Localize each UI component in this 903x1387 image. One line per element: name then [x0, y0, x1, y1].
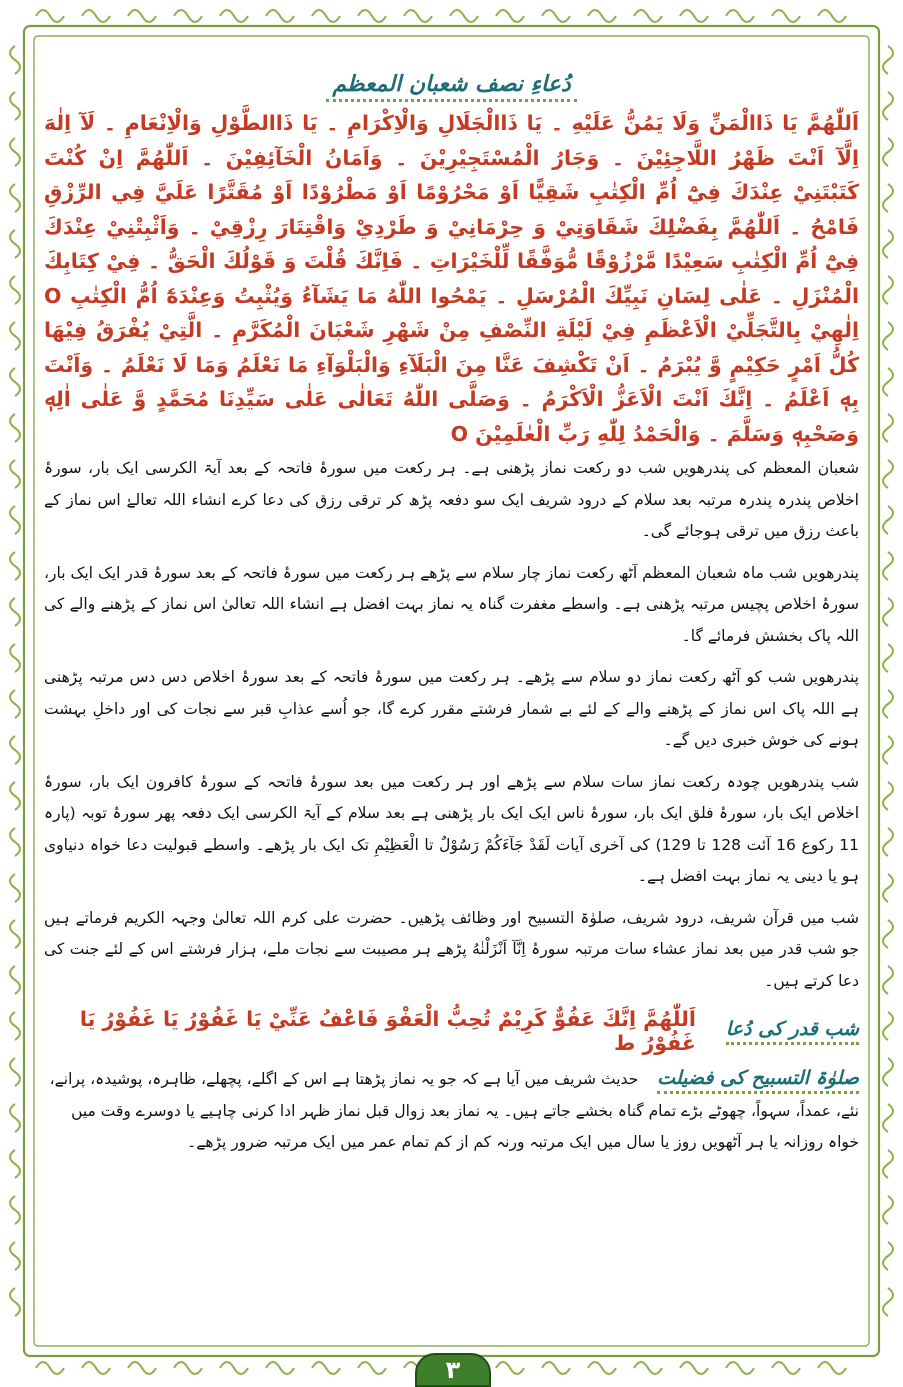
- shab-e-qadr-heading: شب قدر کی دُعا: [726, 1018, 859, 1045]
- vine-ornament: [10, 1058, 20, 1086]
- vine-ornament: [10, 920, 20, 948]
- paragraph-5: شب میں قرآن شریف، درود شریف، صلوٰۃ التسبیح اور وظائف پڑھیں۔ حضرت علی کرم اللہ تعالیٰ وجہہ الکریم فرماتے ہیں جو شب قدر میں بعد نماز عشاء سات مرتبہ سورۂ اِنَّآ اَنْزَلْنٰهُ پڑھے ہر مصیبت سے نجات ملے، ہزار فرشتے اس کے لئے جنت کی دعا کرتے ہیں۔: [44, 908, 859, 990]
- vine-ornament: [10, 1196, 20, 1224]
- vine-ornament: [883, 368, 893, 396]
- vine-ornament: [883, 1242, 893, 1270]
- vine-ornament: [680, 10, 708, 22]
- vine-ornament: [883, 552, 893, 580]
- vine-ornament: [266, 1362, 294, 1374]
- vine-ornament: [10, 782, 20, 810]
- vine-ornament: [883, 92, 893, 120]
- vine-ornament: [128, 1362, 156, 1374]
- vine-ornament: [680, 1362, 708, 1374]
- vine-ornament: [588, 10, 616, 22]
- vine-ornament: [634, 10, 662, 22]
- vine-ornament: [883, 46, 893, 74]
- vine-ornament: [10, 322, 20, 350]
- vine-ornament: [10, 230, 20, 258]
- vine-ornament: [82, 10, 110, 22]
- paragraph-1: شعبان المعظم کی پندرھویں شب دو رکعت نماز پڑھنی ہے۔ ہر رکعت میں سورۂ فاتحہ کے بعد آیۃ الکرسی ایک بار، سورۂ اخلاص پندرہ پندرہ مرتبہ بعد سلام کے درود شریف ایک سو دفعہ پڑھ کر ترقی رزق کی دعا کرے انشاء اللہ تعالےٰ اس نماز کے باعث رزق میں ترقی ہوجائے گی۔: [44, 459, 859, 540]
- vine-ornament: [10, 828, 20, 856]
- vine-ornament: [10, 460, 20, 488]
- vine-ornament: [10, 414, 20, 442]
- vine-ornament: [883, 506, 893, 534]
- vine-ornament: [10, 1150, 20, 1178]
- shab-e-qadr-dua: اَللّٰهُمَّ اِنَّكَ عَفُوٌّ كَرِيْمٌ تُحِبُّ الْعَفْوَ فَاعْفُ عَنِّيْ يَا غَفُوْرُ يَا غَفُوْرُ يَا غَفُوْرُ ط: [79, 1007, 696, 1055]
- vine-ornament: [358, 10, 386, 22]
- vine-ornament: [726, 10, 754, 22]
- paragraph-3: پندرھویں شب کو آٹھ رکعت نماز دو سلام سے پڑھے۔ ہر رکعت میں سورۂ فاتحہ کے بعد سورۂ اخلاص دس دس مرتبہ پڑھنی ہے اللہ پاک اس نماز کے پڑھنے والے کے لئے بے شمار فرشتے مقرر کرے گا، جو اُسے عذابِ قبر سے نجات کی اور داخلِ بہشت ہونے کی خوش خبری دیں گے۔: [44, 668, 859, 749]
- vine-ornament: [772, 1362, 800, 1374]
- shab-e-qadr-row: [44, 1007, 859, 1055]
- vine-ornament: [10, 874, 20, 902]
- vine-ornament: [883, 1104, 893, 1132]
- salat-tasbih-body: حدیث شریف میں آیا ہے کہ جو یہ نماز پڑھتا ہے اس کے اگلے، پچھلے، ظاہرہ، پوشیدہ، پرانے، نئے، عمداً، سہواً، چھوٹے بڑے تمام گناہ بخشے جاتے ہیں۔ یہ نماز بعد زوال قبل نماز ظہر ادا کرنی چاہیے یا دوسرے وقت میں خواہ روزانہ یا ہر آٹھویں روز یا سال میں ایک مرتبہ ورنہ کم از کم تمام عمر میں ایک مرتبہ ضرور پڑھے۔: [49, 1070, 859, 1151]
- vine-ornament: [220, 10, 248, 22]
- vine-ornament: [358, 1362, 386, 1374]
- vine-ornament: [883, 230, 893, 258]
- vine-ornament: [10, 184, 20, 212]
- dua-text: اَللّٰهُمَّ يَا ذَاالْمَنِّ وَلَا يَمُنُّ عَلَيْهِ ۔ يَا ذَاالْجَلَالِ وَالْاِكْرَامِ ۔ يَا ذَاالطَّوْلِ وَالْاِنْعَامِ ۔ لَآ اِلٰهَ اِلَّآ اَنْتَ ظَهْرُ اللَّاجِئِيْنَ ۔ وَجَارُ الْمُسْتَجِيْرِيْنَ ۔ وَاَمَانُ الْخَآئِفِيْنَ ۔ اَللّٰهُمَّ اِنْ كُنْتَ كَتَبْتَنِيْ عِنْدَكَ فِيْٓ اُمِّ الْكِتٰبِ شَقِيًّا اَوْ مَحْرُوْمًا اَوْ مَطْرُوْدًا اَوْ مُقَتَّرًا عَلَيَّ فِي الرِّزْقِ فَامْحُ ۔ اَللّٰهُمَّ بِفَضْلِكَ شَقَاوَتِيْ وَ حِرْمَانِيْ وَ طَرْدِيْ وَاقْتِتَارَ رِزْقِيْ ۔ وَاَثْبِتْنِيْ عِنْدَكَ فِيْٓ اُمِّ الْكِتٰبِ سَعِيْدًا مَّرْزُوْقًا مُّوَفَّقًا لِّلْخَيْرَاتِ ۔ فَاِنَّكَ قُلْتَ وَ قَوْلُكَ الْحَقُّ ۔ فِيْ كِتَابِكَ الْمُنْزَلِ ۔ عَلٰى لِسَانِ نَبِيِّكَ الْمُرْسَلِ ۔ يَمْحُوا اللّٰهُ مَا يَشَآءُ وَيُثْبِتُ وَعِنْدَهٗٓ اُمُّ الْكِتٰبِ O اِلٰهِيْ بِالتَّجَلِّيْ الْاَعْظَمِ فِيْ لَيْلَةِ النِّصْفِ مِنْ شَهْرِ شَعْبَانَ الْمُكَرَّمِ ۔ الَّتِيْ يُفْرَقُ فِيْهَا كُلُّ اَمْرٍ حَكِيْمٍ وَّ يُبْرَمُ ۔ اَنْ تَكْشِفَ عَنَّا مِنَ الْبَلَآءِ وَالْبَلْوَآءِ مَا نَعْلَمُ وَمَا لَا نَعْلَمُ ۔ وَاَنْتَ بِهٖ اَعْلَمُ ۔ اِنَّكَ اَنْتَ الْاَعَزُّ الْاَكْرَمُ ۔ وَصَلَّى اللّٰهُ تَعَالٰى عَلٰى سَيِّدِنَا مُحَمَّدٍ وَّ عَلٰى اٰلِهٖ وَصَحْبِهٖ وَسَلَّمَ ۔ وَالْحَمْدُ لِلّٰهِ رَبِّ الْعٰلَمِيْنَ O: [44, 111, 859, 446]
- vine-ornament: [10, 690, 20, 718]
- vine-ornament: [36, 10, 64, 22]
- vine-ornament: [10, 506, 20, 534]
- vine-ornament: [10, 276, 20, 304]
- vine-ornament: [883, 874, 893, 902]
- vine-ornament: [496, 1362, 524, 1374]
- vine-ornament: [588, 1362, 616, 1374]
- vine-ornament: [883, 1150, 893, 1178]
- vine-ornament: [726, 1362, 754, 1374]
- paragraph-4: شب پندرھویں چودہ رکعت نماز سات سلام سے پڑھے اور ہر رکعت میں بعد سورۂ فاتحہ کے سورۂ کافرون ایک بار، سورۂ اخلاص ایک بار، سورۂ فلق ایک بار، سورۂ ناس ایک ایک بار پڑھنی ہے بعد سلام کے آیۃ الکرسی ایک دفعہ پھر سورۂ توبہ (پارہ 11 رکوع 16 آئت 128 تا 129) کی آخری آیات لَقَدْ جَآءَكُمْ رَسُوْلٌ تا الْعَظِيْمِ تک ایک بار پڑھے۔ واسطے قبولیت دعا خواہ دنیاوی ہو یا دینی یہ نماز بہت افضل ہے۔: [44, 772, 860, 885]
- salat-tasbih-section: [44, 1063, 859, 1159]
- vine-ornament: [772, 10, 800, 22]
- vine-ornament: [10, 966, 20, 994]
- salat-tasbih-heading: صلوٰۃ التسبیح کی فضیلت: [657, 1067, 859, 1094]
- vine-ornament: [128, 10, 156, 22]
- vine-ornament: [312, 1362, 340, 1374]
- vine-ornament: [883, 736, 893, 764]
- vine-ornament: [82, 1362, 110, 1374]
- page-number-badge: ۳: [415, 1353, 491, 1387]
- vine-ornament: [10, 1104, 20, 1132]
- vine-ornament: [883, 276, 893, 304]
- vine-ornament: [10, 1012, 20, 1040]
- vine-ornament: [496, 10, 524, 22]
- vine-ornament: [634, 1362, 662, 1374]
- vine-ornament: [883, 828, 893, 856]
- vine-ornament: [174, 1362, 202, 1374]
- vine-ornament: [10, 46, 20, 74]
- vine-ornament: [883, 138, 893, 166]
- page-content: [44, 52, 859, 1159]
- vine-ornament: [883, 690, 893, 718]
- vine-ornament: [174, 10, 202, 22]
- vine-ornament: [10, 368, 20, 396]
- vine-ornament: [883, 1288, 893, 1316]
- vine-ornament: [883, 644, 893, 672]
- vine-ornament: [10, 598, 20, 626]
- vine-ornament: [10, 1288, 20, 1316]
- vine-ornament: [542, 10, 570, 22]
- vine-ornament: [10, 552, 20, 580]
- vine-ornament: [10, 1242, 20, 1270]
- vine-ornament: [818, 1362, 846, 1374]
- vine-ornament: [450, 10, 478, 22]
- vine-ornament: [220, 1362, 248, 1374]
- vine-ornament: [883, 414, 893, 442]
- vine-ornament: [883, 460, 893, 488]
- vine-ornament: [404, 10, 432, 22]
- vine-ornament: [10, 138, 20, 166]
- vine-ornament: [883, 322, 893, 350]
- vine-ornament: [883, 920, 893, 948]
- vine-ornament: [10, 736, 20, 764]
- salat-tasbih-text: [44, 1063, 859, 1159]
- vine-ornament: [542, 1362, 570, 1374]
- vine-ornament: [36, 1362, 64, 1374]
- vine-ornament: [883, 1012, 893, 1040]
- vine-ornament: [883, 782, 893, 810]
- vine-ornament: [312, 10, 340, 22]
- vine-ornament: [883, 1058, 893, 1086]
- vine-ornament: [883, 184, 893, 212]
- vine-ornament: [266, 10, 294, 22]
- vine-ornament: [883, 598, 893, 626]
- vine-ornament: [10, 92, 20, 120]
- vine-ornament: [818, 10, 846, 22]
- vine-ornament: [883, 1196, 893, 1224]
- vine-ornament: [10, 644, 20, 672]
- page-title: دُعاءِ نصف شعبان المعظم: [44, 70, 859, 100]
- vine-ornament: [883, 966, 893, 994]
- paragraph-2: پندرھویں شب ماہ شعبان المعظم آٹھ رکعت نماز چار سلام سے پڑھے ہر رکعت میں سورۂ فاتحہ کے بعد سورۂ قدر ایک ایک بار، سورۂ اخلاص پچیس مرتبہ پڑھنی ہے۔ واسطے مغفرت گناہ یہ نماز بہت افضل ہے انشاء اللہ تعالیٰ اس نماز کے پڑھنے والے کی اللہ پاک بخشش فرمائے گا۔: [44, 563, 859, 645]
